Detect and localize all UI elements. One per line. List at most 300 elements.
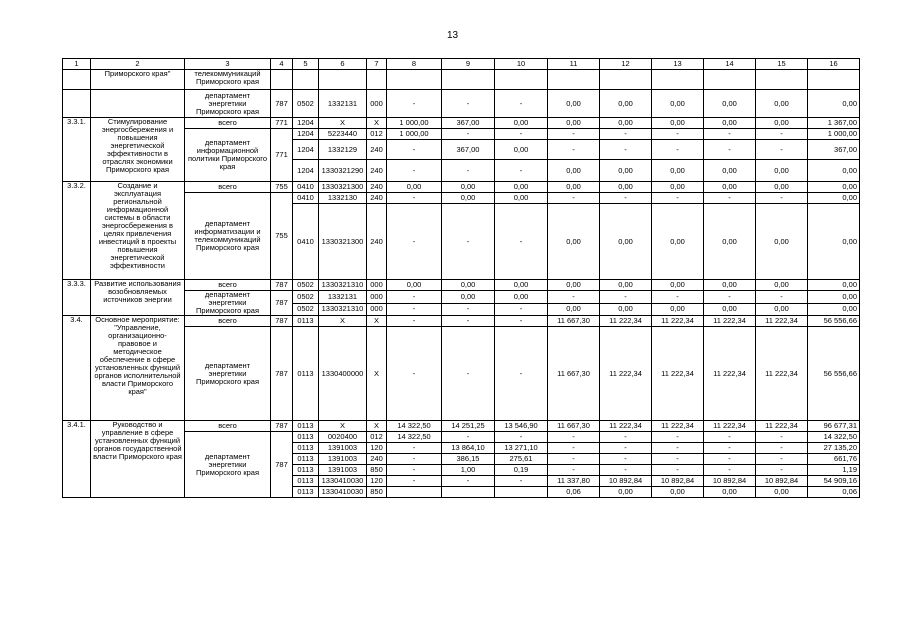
cell-csr: 1391003	[319, 454, 367, 465]
cell-executor: всего	[185, 421, 271, 432]
cell-grbs: 771	[271, 118, 293, 129]
cell-value: 0,00	[756, 160, 808, 182]
cell-value: 10 892,84	[652, 476, 704, 487]
cell-value: -	[548, 432, 600, 443]
cell-total	[808, 70, 860, 90]
cell-value: 0,00	[600, 280, 652, 291]
cell-vr: 000	[367, 90, 387, 118]
cell-rzpr: 0410	[293, 204, 319, 280]
cell-value: 0,00	[756, 204, 808, 280]
table-row	[63, 280, 860, 291]
cell-value: 14 251,25	[442, 421, 495, 432]
cell-value: 11 667,30	[548, 327, 600, 421]
cell-total: 27 135,20	[808, 443, 860, 454]
cell-value: 11 222,34	[704, 327, 756, 421]
cell-value: 0,00	[387, 182, 442, 193]
cell-value: -	[548, 454, 600, 465]
cell-executor: департамент информатизации и телекоммуникаций Приморского края	[185, 193, 271, 280]
cell-value: 0,00	[387, 280, 442, 291]
cell-value: -	[704, 465, 756, 476]
cell-value: 11 222,34	[756, 316, 808, 327]
cell-grbs: 787	[271, 421, 293, 432]
cell-value: -	[756, 432, 808, 443]
cell-csr: 1330321310	[319, 280, 367, 291]
cell-rzpr: 0113	[293, 327, 319, 421]
cell-total: 1,19	[808, 465, 860, 476]
cell-value: -	[756, 291, 808, 304]
header-cell: 3	[185, 59, 271, 70]
cell-rzpr: 1204	[293, 140, 319, 160]
cell-vr: 120	[367, 476, 387, 487]
cell-value: -	[600, 443, 652, 454]
cell-value: 0,00	[495, 182, 548, 193]
cell-total: 0,00	[808, 303, 860, 316]
cell-value: -	[548, 140, 600, 160]
cell-value: 0,00	[652, 280, 704, 291]
cell-value: -	[495, 160, 548, 182]
cell-total: 14 322,50	[808, 432, 860, 443]
cell-value: -	[704, 454, 756, 465]
cell-value: -	[600, 291, 652, 304]
cell-value: -	[495, 432, 548, 443]
cell-value: 0,00	[600, 118, 652, 129]
cell-executor: департамент информационной политики Приморского края	[185, 129, 271, 182]
cell-value: 0,00	[442, 182, 495, 193]
cell-value: 0,00	[600, 182, 652, 193]
cell-csr: 1330400000	[319, 327, 367, 421]
table-row	[63, 316, 860, 327]
cell-value: 0,00	[548, 204, 600, 280]
cell-value: -	[387, 140, 442, 160]
cell-value: -	[652, 443, 704, 454]
cell-value: -	[704, 129, 756, 140]
cell-rzpr: 0502	[293, 303, 319, 316]
cell-value: 11 222,34	[600, 316, 652, 327]
cell-value: -	[652, 291, 704, 304]
cell-value: -	[704, 193, 756, 204]
header-cell: 6	[319, 59, 367, 70]
cell-value	[442, 487, 495, 498]
cell-value: 11 667,30	[548, 421, 600, 432]
cell-value: -	[387, 476, 442, 487]
cell-value: 0,00	[704, 280, 756, 291]
cell-value: -	[387, 454, 442, 465]
cell-value: 0,00	[600, 204, 652, 280]
cell-total: 0,00	[808, 291, 860, 304]
cell-vr: 240	[367, 182, 387, 193]
cell-csr: 1330321310	[319, 303, 367, 316]
cell-rzpr: 0502	[293, 280, 319, 291]
cell-value: 0,00	[652, 118, 704, 129]
header-cell: 4	[271, 59, 293, 70]
cell-vr: 240	[367, 160, 387, 182]
cell-name: Приморского края"	[91, 70, 185, 90]
cell-value: -	[495, 204, 548, 280]
cell-value: 1,00	[442, 465, 495, 476]
cell-rzpr	[293, 70, 319, 90]
cell-rzpr: 0113	[293, 421, 319, 432]
cell-value: 0,00	[652, 204, 704, 280]
cell-csr: 1332129	[319, 140, 367, 160]
cell-value: 11 222,34	[704, 421, 756, 432]
header-cell: 14	[704, 59, 756, 70]
header-cell: 5	[293, 59, 319, 70]
cell-csr: 1330321300	[319, 204, 367, 280]
cell-value: -	[548, 129, 600, 140]
cell-value: -	[387, 443, 442, 454]
cell-value: -	[495, 316, 548, 327]
cell-vr: 000	[367, 280, 387, 291]
cell-csr: 1330321290	[319, 160, 367, 182]
cell-name: Развитие использования возобновляемых источников энергии	[91, 280, 185, 316]
cell-name: Создание и эксплуатация региональной информационной системы в области энергосбережения в целях привлечения инвестиций в проекты повышения энергетической эффективности	[91, 182, 185, 280]
cell-csr: 1391003	[319, 443, 367, 454]
cell-value: -	[387, 193, 442, 204]
cell-value: 0,00	[495, 193, 548, 204]
cell-grbs: 771	[271, 129, 293, 182]
cell-value	[495, 70, 548, 90]
cell-value: -	[495, 303, 548, 316]
header-cell: 2	[91, 59, 185, 70]
cell-value: -	[387, 303, 442, 316]
cell-value: -	[442, 316, 495, 327]
cell-vr: 240	[367, 140, 387, 160]
cell-value: -	[704, 432, 756, 443]
cell-value: -	[387, 465, 442, 476]
cell-number: 3.3.1.	[63, 118, 91, 182]
cell-value: 0,00	[704, 303, 756, 316]
cell-value: 0,00	[548, 90, 600, 118]
header-cell: 10	[495, 59, 548, 70]
cell-value: 0,00	[548, 160, 600, 182]
cell-csr	[319, 70, 367, 90]
cell-total: 0,06	[808, 487, 860, 498]
cell-csr: 1332131	[319, 90, 367, 118]
cell-number	[63, 70, 91, 90]
cell-value: 0,00	[442, 280, 495, 291]
cell-value: 1 000,00	[387, 118, 442, 129]
cell-grbs: 787	[271, 280, 293, 291]
cell-csr: X	[319, 421, 367, 432]
cell-value: 0,00	[756, 182, 808, 193]
cell-value: 0,00	[704, 204, 756, 280]
cell-value: -	[387, 160, 442, 182]
cell-value: 0,00	[600, 303, 652, 316]
cell-value: -	[756, 193, 808, 204]
header-cell: 16	[808, 59, 860, 70]
cell-value: 0,19	[495, 465, 548, 476]
cell-value: -	[600, 432, 652, 443]
cell-value: -	[600, 193, 652, 204]
cell-grbs: 755	[271, 193, 293, 280]
cell-csr: 1332130	[319, 193, 367, 204]
cell-value: -	[387, 291, 442, 304]
cell-value: 0,00	[756, 90, 808, 118]
cell-value: -	[756, 465, 808, 476]
cell-value: 11 222,34	[652, 421, 704, 432]
cell-value: 0,00	[652, 160, 704, 182]
cell-name	[91, 90, 185, 118]
cell-total: 0,00	[808, 280, 860, 291]
cell-value: -	[548, 291, 600, 304]
cell-value: -	[704, 291, 756, 304]
cell-total: 0,00	[808, 204, 860, 280]
cell-grbs: 787	[271, 291, 293, 316]
cell-name: Стимулирование энергосбережения и повышения энергетической эффективности в отраслях экономики Приморского края	[91, 118, 185, 182]
cell-value: 0,00	[548, 118, 600, 129]
cell-value: -	[387, 204, 442, 280]
cell-csr: X	[319, 316, 367, 327]
cell-name: Основное мероприятие: "Управление, организационно-правовое и методическое обеспечение в сфере установленных функций органов исполнительной власти Приморского края"	[91, 316, 185, 421]
table-row	[63, 90, 860, 118]
cell-value: -	[495, 90, 548, 118]
cell-grbs: 787	[271, 432, 293, 498]
cell-value: -	[652, 465, 704, 476]
cell-value: 10 892,84	[704, 476, 756, 487]
cell-value: 0,00	[756, 280, 808, 291]
cell-value	[652, 70, 704, 90]
cell-vr: 120	[367, 443, 387, 454]
cell-vr: 240	[367, 193, 387, 204]
cell-vr: 240	[367, 454, 387, 465]
cell-value: -	[548, 443, 600, 454]
cell-value: 13 864,10	[442, 443, 495, 454]
cell-csr: 1330410030	[319, 487, 367, 498]
cell-value: 13 271,10	[495, 443, 548, 454]
cell-vr: 850	[367, 465, 387, 476]
cell-rzpr: 1204	[293, 160, 319, 182]
cell-value	[387, 70, 442, 90]
cell-value: -	[756, 140, 808, 160]
cell-value: 0,00	[704, 487, 756, 498]
cell-executor: департамент энергетики Приморского края	[185, 432, 271, 498]
cell-vr: 000	[367, 303, 387, 316]
cell-executor: всего	[185, 280, 271, 291]
cell-value: 0,00	[600, 487, 652, 498]
cell-value: 0,00	[704, 90, 756, 118]
cell-rzpr: 0113	[293, 476, 319, 487]
cell-value: -	[548, 193, 600, 204]
cell-total: 1 000,00	[808, 129, 860, 140]
cell-value: -	[387, 90, 442, 118]
cell-rzpr: 0113	[293, 316, 319, 327]
cell-vr: X	[367, 316, 387, 327]
cell-grbs	[271, 70, 293, 90]
cell-number: 3.3.3.	[63, 280, 91, 316]
cell-rzpr: 1204	[293, 118, 319, 129]
cell-value: 11 222,34	[600, 421, 652, 432]
cell-executor: телекоммуникаций Приморского края	[185, 70, 271, 90]
cell-value: 275,61	[495, 454, 548, 465]
header-cell: 15	[756, 59, 808, 70]
page-number: 13	[446, 30, 459, 41]
cell-value: 11 222,34	[652, 316, 704, 327]
cell-value: 0,00	[495, 118, 548, 129]
cell-rzpr: 1204	[293, 129, 319, 140]
table-row	[63, 182, 860, 193]
cell-rzpr: 0113	[293, 465, 319, 476]
header-cell: 7	[367, 59, 387, 70]
cell-value: -	[442, 327, 495, 421]
cell-value: 0,00	[704, 160, 756, 182]
cell-value: -	[495, 476, 548, 487]
cell-csr: 1330410030	[319, 476, 367, 487]
cell-value: -	[442, 129, 495, 140]
cell-value: 0,00	[704, 118, 756, 129]
cell-value: 11 222,34	[652, 327, 704, 421]
cell-value: -	[442, 160, 495, 182]
cell-value: 367,00	[442, 118, 495, 129]
cell-value: 11 337,80	[548, 476, 600, 487]
cell-rzpr: 0113	[293, 487, 319, 498]
cell-value: -	[548, 465, 600, 476]
cell-value: 11 222,34	[756, 421, 808, 432]
cell-value: -	[704, 140, 756, 160]
cell-vr: 012	[367, 129, 387, 140]
cell-rzpr: 0113	[293, 432, 319, 443]
cell-value: -	[387, 316, 442, 327]
cell-value: 0,00	[495, 291, 548, 304]
cell-vr: X	[367, 421, 387, 432]
cell-value: 10 892,84	[756, 476, 808, 487]
cell-value: 0,00	[756, 303, 808, 316]
cell-total: 56 556,66	[808, 327, 860, 421]
cell-total: 54 909,16	[808, 476, 860, 487]
cell-grbs: 787	[271, 327, 293, 421]
cell-rzpr: 0502	[293, 291, 319, 304]
header-cell: 13	[652, 59, 704, 70]
cell-value: -	[600, 140, 652, 160]
cell-value: 14 322,50	[387, 432, 442, 443]
cell-value: -	[600, 465, 652, 476]
cell-value	[600, 70, 652, 90]
cell-vr: X	[367, 327, 387, 421]
cell-value: 0,06	[548, 487, 600, 498]
cell-value: 0,00	[495, 280, 548, 291]
cell-value: 11 222,34	[600, 327, 652, 421]
cell-grbs: 787	[271, 316, 293, 327]
cell-csr: 5223440	[319, 129, 367, 140]
cell-csr: 1332131	[319, 291, 367, 304]
cell-vr: X	[367, 118, 387, 129]
cell-value: -	[756, 129, 808, 140]
cell-value: -	[495, 129, 548, 140]
cell-value: -	[652, 432, 704, 443]
cell-total: 1 367,00	[808, 118, 860, 129]
header-cell: 1	[63, 59, 91, 70]
cell-value: 11 222,34	[704, 316, 756, 327]
cell-total: 0,00	[808, 90, 860, 118]
cell-value	[495, 487, 548, 498]
cell-total: 96 677,31	[808, 421, 860, 432]
table-row	[63, 118, 860, 129]
cell-rzpr: 0410	[293, 182, 319, 193]
cell-rzpr: 0113	[293, 454, 319, 465]
cell-value: 1 000,00	[387, 129, 442, 140]
header-cell: 9	[442, 59, 495, 70]
header-row	[63, 59, 860, 70]
cell-vr	[367, 70, 387, 90]
cell-value: 0,00	[442, 291, 495, 304]
cell-executor: департамент энергетики Приморского края	[185, 291, 271, 316]
cell-value: -	[442, 476, 495, 487]
cell-value: 0,00	[756, 487, 808, 498]
cell-value: -	[652, 454, 704, 465]
cell-value: 11 667,30	[548, 316, 600, 327]
cell-value: -	[600, 454, 652, 465]
table-row	[63, 70, 860, 90]
cell-value: -	[442, 204, 495, 280]
cell-csr: X	[319, 118, 367, 129]
cell-value: 0,00	[442, 193, 495, 204]
cell-value: 0,00	[548, 280, 600, 291]
cell-total: 56 556,66	[808, 316, 860, 327]
cell-total: 0,00	[808, 182, 860, 193]
cell-grbs: 787	[271, 90, 293, 118]
cell-value: -	[495, 327, 548, 421]
cell-value: 0,00	[756, 118, 808, 129]
cell-total: 0,00	[808, 160, 860, 182]
cell-rzpr: 0113	[293, 443, 319, 454]
cell-executor: департамент энергетики Приморского края	[185, 327, 271, 421]
cell-number: 3.3.2.	[63, 182, 91, 280]
cell-executor: департамент энергетики Приморского края	[185, 90, 271, 118]
cell-value: 0,00	[652, 303, 704, 316]
cell-value	[704, 70, 756, 90]
cell-executor: всего	[185, 182, 271, 193]
cell-value: 0,00	[495, 140, 548, 160]
cell-total: 367,00	[808, 140, 860, 160]
cell-value: -	[652, 193, 704, 204]
cell-value: -	[442, 432, 495, 443]
cell-value: -	[756, 443, 808, 454]
cell-number: 3.4.	[63, 316, 91, 421]
cell-rzpr: 0502	[293, 90, 319, 118]
cell-total: 0,00	[808, 193, 860, 204]
cell-value: 386,15	[442, 454, 495, 465]
cell-value	[442, 70, 495, 90]
cell-value: -	[442, 90, 495, 118]
cell-value	[756, 70, 808, 90]
cell-value: 14 322,50	[387, 421, 442, 432]
cell-value: -	[652, 140, 704, 160]
cell-vr: 850	[367, 487, 387, 498]
cell-value: -	[442, 303, 495, 316]
cell-name: Руководство и управление в сфере установленных функций органов государственной власти Приморского края	[91, 421, 185, 498]
cell-value: 367,00	[442, 140, 495, 160]
cell-value: 0,00	[548, 303, 600, 316]
cell-vr: 000	[367, 291, 387, 304]
cell-value: 0,00	[652, 182, 704, 193]
cell-value: -	[600, 129, 652, 140]
cell-number	[63, 90, 91, 118]
cell-value	[387, 487, 442, 498]
cell-csr: 1391003	[319, 465, 367, 476]
cell-value: -	[387, 327, 442, 421]
cell-vr: 012	[367, 432, 387, 443]
cell-value: 13 546,90	[495, 421, 548, 432]
cell-value: 0,00	[652, 90, 704, 118]
budget-table	[62, 58, 860, 498]
cell-value: 0,00	[600, 90, 652, 118]
table-row	[63, 421, 860, 432]
header-cell: 12	[600, 59, 652, 70]
cell-vr: 240	[367, 204, 387, 280]
header-cell: 11	[548, 59, 600, 70]
header-cell: 8	[387, 59, 442, 70]
cell-total: 661,76	[808, 454, 860, 465]
cell-csr: 1330321300	[319, 182, 367, 193]
